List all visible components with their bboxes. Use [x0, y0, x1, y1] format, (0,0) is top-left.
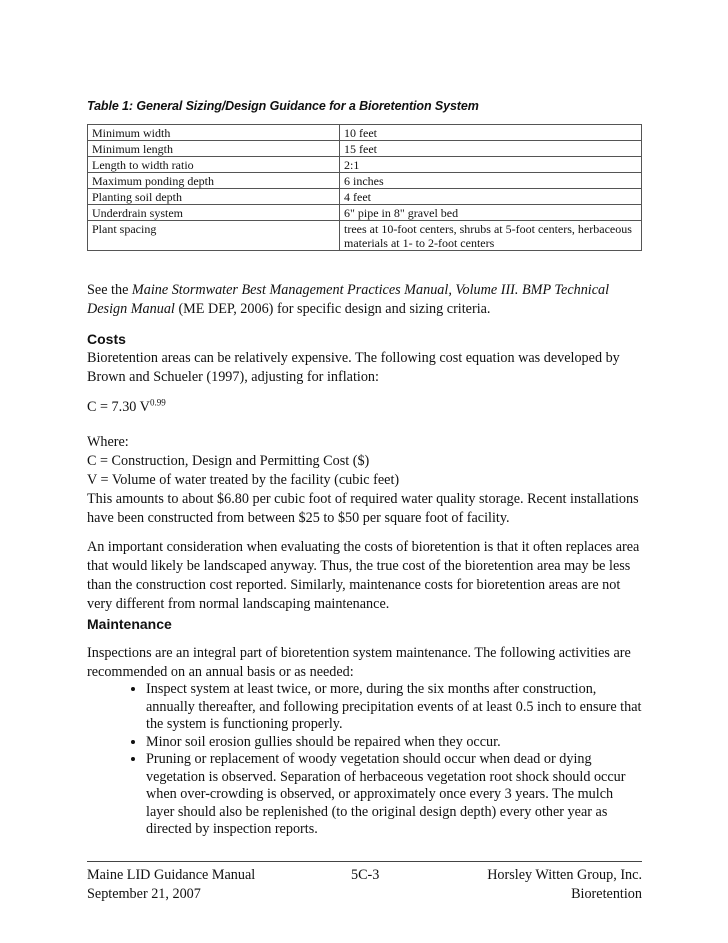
cost-consideration: An important consideration when evaluating the costs of bioretention is that it often replaces area that would likely be landscaped anyway. Thus, the true cost of the bioretention area may be less than the construction cost reported. Similarly, maintenance costs for bioretention areas are not very different from normal landscaping maintenance. — [87, 539, 640, 612]
table-cell-value: 4 feet — [340, 189, 642, 205]
definition-c: C = Construction, Design and Permitting Cost ($) — [87, 453, 370, 469]
table-cell-parameter: Minimum width — [88, 125, 340, 141]
table-cell-value: 6 inches — [340, 173, 642, 189]
table-cell-value: 10 feet — [340, 125, 642, 141]
table-cell-value: trees at 10-foot centers, shrubs at 5-foot centers, herbaceous materials at 1- to 2-foot centers — [340, 221, 642, 251]
costs-heading: Costs — [87, 331, 126, 347]
costs-intro: Bioretention areas can be relatively expensive. The following cost equation was developed by Brown and Schueler (1997), adjusting for inflation: — [87, 350, 620, 385]
table-cell-parameter: Maximum ponding depth — [88, 173, 340, 189]
footer-company: Horsley Witten Group, Inc. — [487, 867, 642, 883]
table-cell-value: 2:1 — [340, 157, 642, 173]
equation-base: C = 7.30 V — [87, 399, 150, 415]
reference-suffix: (ME DEP, 2006) for specific design and sizing criteria. — [174, 301, 491, 317]
maintenance-heading: Maintenance — [87, 616, 172, 632]
definition-v: V = Volume of water treated by the facility (cubic feet) — [87, 472, 400, 488]
table-cell-value: 15 feet — [340, 141, 642, 157]
footer-page-number: 5C-3 — [351, 867, 380, 883]
table-row — [88, 221, 642, 251]
footer-divider — [87, 861, 642, 862]
table-row — [88, 189, 642, 205]
maintenance-list — [87, 681, 642, 839]
sizing-table — [87, 124, 642, 251]
table-cell-parameter: Underdrain system — [88, 205, 340, 221]
table-cell-parameter: Plant spacing — [88, 221, 340, 251]
footer-section: Bioretention — [571, 886, 642, 902]
list-item: • Minor soil erosion gullies should be repaired when they occur. — [146, 734, 642, 752]
table-cell-value: 6" pipe in 8" gravel bed — [340, 205, 642, 221]
cost-summary: This amounts to about $6.80 per cubic foot of required water quality storage. Recent installations have been constructed from between $25 to $50 per square foot of facility. — [87, 491, 639, 526]
footer-date: September 21, 2007 — [87, 886, 201, 902]
page-footer — [87, 866, 642, 904]
equation-exponent: 0.99 — [149, 397, 166, 408]
where-label: Where: — [87, 434, 129, 450]
list-item: • Inspect system at least twice, or more, during the six months after construction, annually thereafter, and following precipitation events of at least 0.5 inch to ensure that the system is functioning properly. — [146, 681, 642, 734]
table-cell-parameter: Planting soil depth — [88, 189, 340, 205]
table-row — [88, 141, 642, 157]
table-row — [88, 173, 642, 189]
reference-paragraph — [87, 281, 647, 319]
maintenance-intro: Inspections are an integral part of bioretention system maintenance. The following activities are recommended on an annual basis or as needed: — [87, 645, 631, 680]
reference-title: Maine Stormwater Best Management Practices Manual, Volume III. BMP Technical Design Manual — [87, 282, 610, 317]
cost-equation — [87, 398, 647, 417]
table-cell-parameter: Length to width ratio — [88, 157, 340, 173]
list-item: • Pruning or replacement of woody vegetation should occur when dead or dying vegetation is observed. Separation of herbaceous vegetation root shock should occur when over-crowding is observed, or approximately once every 3 years. The mulch layer should also be replenished (to the original design depth) every other year as directed by inspection reports. — [146, 751, 642, 839]
table-row — [88, 205, 642, 221]
table-row — [88, 157, 642, 173]
table-caption: Table 1: General Sizing/Design Guidance for a Bioretention System — [87, 99, 479, 113]
reference-prefix: See the — [87, 282, 132, 298]
footer-manual-title: Maine LID Guidance Manual — [87, 867, 256, 883]
table-cell-parameter: Minimum length — [88, 141, 340, 157]
table-row — [88, 125, 642, 141]
